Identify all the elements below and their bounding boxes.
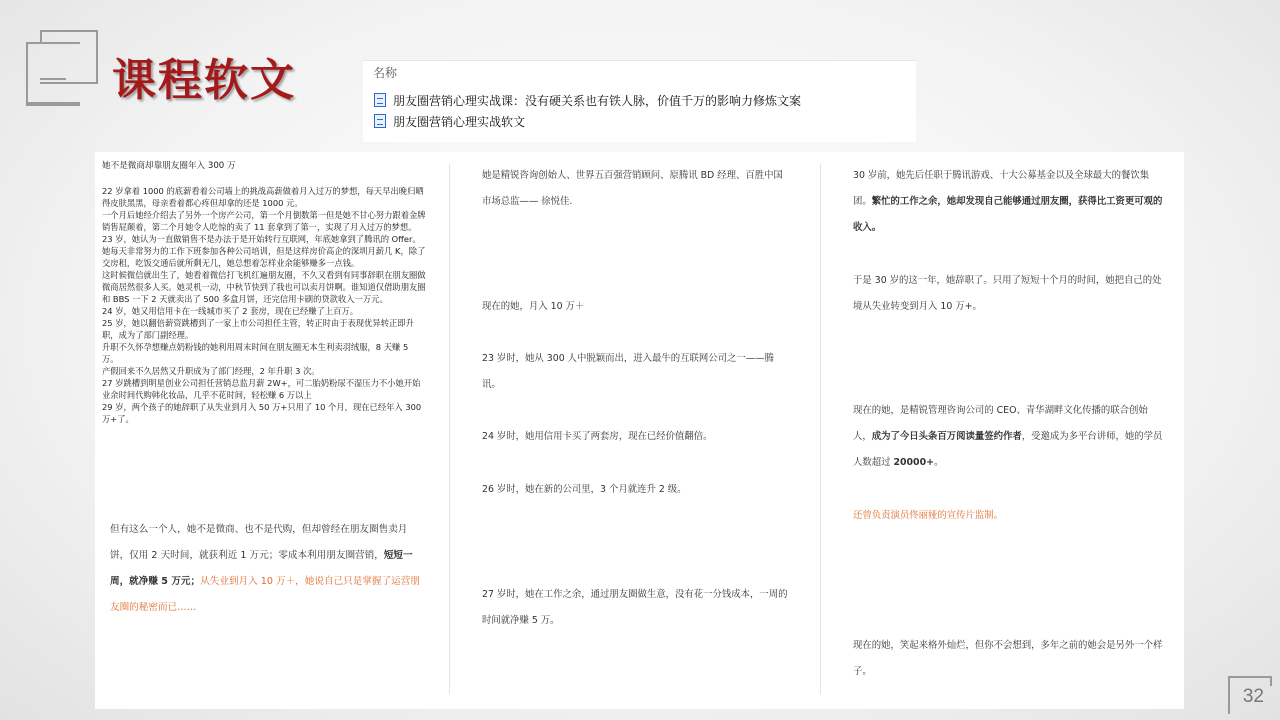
file-list-header: 名称: [373, 66, 398, 80]
story-paragraph: 产假回来不久居然又升职成为了部门经理，2 年升职 3 次。: [102, 366, 320, 376]
story-column-1: [102, 160, 427, 425]
story-paragraph: 升职不久怀孕想赚点奶粉钱的她利用周末时间在朋友圈无本生利卖羽绒服，8 天赚 5 万。: [102, 342, 409, 364]
page-number-text: 32: [1242, 686, 1264, 707]
file-item[interactable]: [374, 112, 525, 130]
file-name: 朋友圈营销心理实战课：没有硬关系也有铁人脉，价值千万的影响力修炼文案: [393, 93, 802, 108]
column-divider: [449, 164, 450, 694]
story-paragraph: 24 岁，她又用信用卡在一线城市买了 2 套房，现在已经赚了上百万。: [102, 306, 359, 316]
story-heading: 她不是微商却靠朋友圈年入 300 万: [102, 161, 236, 171]
income-paragraph: 现在的她，月入 10 万＋: [482, 301, 585, 312]
story-column-3: [853, 152, 1168, 709]
resign-paragraph: 于是 30 岁的这一年，她辞职了。只用了短短十个月的时间，她把自己的处境从失业转变到月入 10 万+。: [853, 275, 1162, 312]
column-divider: [820, 164, 821, 694]
story-column-2: [482, 152, 792, 709]
story-paragraph: 22 岁拿着 1000 的底薪看着公司墙上的挑战高薪做着月入过万的梦想，每天早出晚归晒得皮肤黑黑，母亲看着都心疼但却拿的还是 1000 元。: [102, 186, 424, 208]
document-screenshot: [95, 152, 1184, 709]
career-paragraph: 30 岁前，她先后任职于腾讯游戏、十大公募基金以及全球最大的餐饮集团。繁忙的工作之余，她却发现自己能够通过朋友圈，获得比工资更可观的收入。: [853, 170, 1163, 233]
slide-title: 课程软文: [112, 55, 296, 106]
story-paragraph: 23 岁，她认为一直做销售不是办法于是开始转行互联网，年底她拿到了腾讯的 Offer。她每天非常努力的工作下班参加各种公司培训，但是这样房价高企的深圳月薪几 K，除了交房租，吃饭交通后就所剩无几，她总想着怎样业余能够赚多一点钱。: [102, 234, 426, 268]
word-doc-icon: [374, 114, 386, 128]
intro-paragraph: [110, 517, 420, 621]
corner-bracket-decoration: [26, 30, 100, 104]
intro-highlight-text: 从失业到月入 10 万＋，她说自己只是掌握了运营朋友圈的秘密而已……: [110, 576, 420, 613]
file-list-panel: [363, 60, 916, 142]
story-paragraph: 一个月后她经介绍去了另外一个房产公司，第一个月倒数第一但是她不甘心努力跟着金牌销售屁颠着，第二个月她令人吃惊的卖了 11 套拿到了第一，实现了月入过万的梦想。: [102, 210, 426, 232]
word-doc-icon: [374, 93, 386, 107]
intro-text: 但有这么一个人，她不是微商、也不是代购，但却曾经在朋友圈售卖月饼，仅用 2 天时间，就获利近 1 万元；零成本利用朋友圈营销，: [110, 524, 408, 561]
page-number: [1228, 676, 1272, 714]
story-paragraph: 25 岁，她以翻倍薪资跳槽到了一家上市公司担任主管，转正时由于表现优异转正即升职，成为了部门副经理。: [102, 318, 414, 340]
file-name: 朋友圈营销心理实战软文: [393, 114, 526, 129]
age26-paragraph: 26 岁时，她在新的公司里，3 个月就连升 2 级。: [482, 484, 687, 495]
age24-paragraph: 24 岁时，她用信用卡买了两套房，现在已经价值翻倍。: [482, 431, 713, 442]
producer-paragraph: 还曾负责演员佟丽娅的宣传片监制。: [853, 510, 1004, 521]
age23-paragraph: 23 岁时，她从 300 人中脱颖而出，进入最牛的互联网公司之一——腾讯。: [482, 353, 774, 390]
story-paragraph: 这时候微信就出生了，她看着微信打飞机红遍朋友圈，不久又看到有同事辞职在朋友圈做微商居然很多人买。她灵机一动，中秋节快到了我也可以卖月饼啊。谁知道仅借助朋友圈和 BBS 一下 2 天就卖出了 500 多盒月饼，还完信用卡刷的贷款收入一万元。: [102, 270, 426, 304]
closing-paragraph: 现在的她，笑起来格外灿烂，但你不会想到，多年之前的她会是另外一个样子。: [853, 640, 1163, 677]
story-paragraph: 27 岁跳槽到明星创业公司担任营销总监月薪 2W+，可二胎奶粉尿不湿压力不小她开始业余时间代购韩化妆品，几乎不花时间，轻松赚 6 万以上: [102, 378, 421, 400]
file-item[interactable]: [374, 91, 801, 109]
story-paragraph: 29 岁，两个孩子的她辞职了从失业到月入 50 万+只用了 10 个月，现在已经年入 300 万+了。: [102, 402, 422, 424]
age27-paragraph: 27 岁时，她在工作之余，通过朋友圈做生意，没有花一分钱成本，一周的时间就净赚 5 万。: [482, 589, 788, 626]
current-role-paragraph: 现在的她，是精锐管理咨询公司的 CEO、青华湖畔文化传播的联合创始人，成为了今日头条百万阅读量签约作者，受邀成为多平台讲师，她的学员人数超过 20000+。: [853, 405, 1163, 468]
intro-bold-text: 短短一周，就净赚 5 万元；: [110, 550, 413, 587]
bio-paragraph: 她是精锐咨询创始人、世界五百强营销顾问、原腾讯 BD 经理、百胜中国市场总监—— 徐悦佳.: [482, 170, 783, 207]
